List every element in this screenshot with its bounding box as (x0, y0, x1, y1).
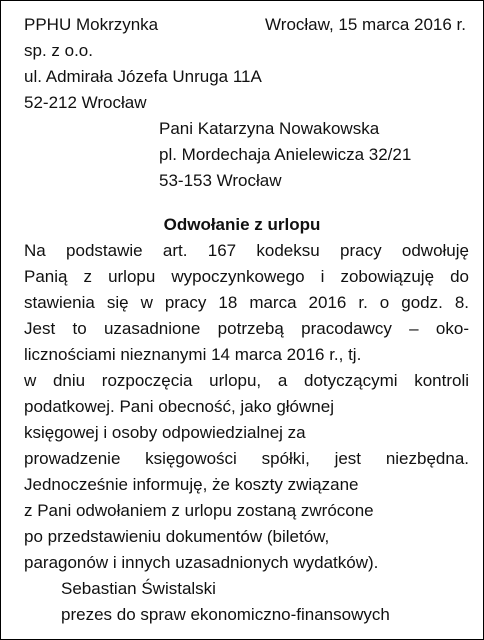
sender-name: PPHU Mokrzynka (24, 15, 159, 34)
body-line: Panią z urlopu wypoczynkowego i zobowiązuję do (24, 267, 469, 286)
sender-legal-form: sp. z o.o. (24, 41, 93, 60)
body-line: w dniu rozpoczęcia urlopu, a dotyczącymi kontroli (24, 371, 469, 390)
place-date: Wrocław, 15 marca 2016 r. (265, 15, 466, 34)
body-line: paragonów i innych uzasadnionych wydatków). (24, 553, 379, 572)
body-line: księgowej i osoby odpowiedzialnej za (24, 423, 306, 442)
recipient-name: Pani Katarzyna Nowakowska (159, 119, 380, 138)
signature-name: Sebastian Świstalski (61, 579, 216, 598)
body-line: licznościami nieznanymi 14 marca 2016 r., tj. (24, 345, 362, 364)
body-line: stawienia się w pracy 18 marca 2016 r. o godz. 8. (24, 293, 469, 312)
letter-title: Odwołanie z urlopu (163, 215, 321, 234)
recipient-city: 53-153 Wrocław (159, 171, 282, 190)
sender-street: ul. Admirała Józefa Unruga 11A (24, 67, 262, 86)
sender-city: 52-212 Wrocław (24, 93, 147, 112)
signature-position: prezes do spraw ekonomiczno-finansowych (61, 605, 390, 624)
body-line: z Pani odwołaniem z urlopu zostaną zwrócone (24, 501, 374, 520)
body-line: po przedstawieniu dokumentów (biletów, (24, 527, 330, 546)
body-line: podatkowej. Pani obecność, jako głównej (24, 397, 334, 416)
body-line: Jednocześnie informuję, że koszty związane (24, 475, 359, 494)
body-line: Na podstawie art. 167 kodeksu pracy odwołuję (24, 241, 469, 260)
body-line: Jest to uzasadnione potrzebą pracodawcy – oko- (24, 319, 469, 338)
body-line: prowadzenie księgowości spółki, jest niezbędna. (24, 449, 469, 468)
recipient-street: pl. Mordechaja Anielewicza 32/21 (159, 145, 412, 164)
